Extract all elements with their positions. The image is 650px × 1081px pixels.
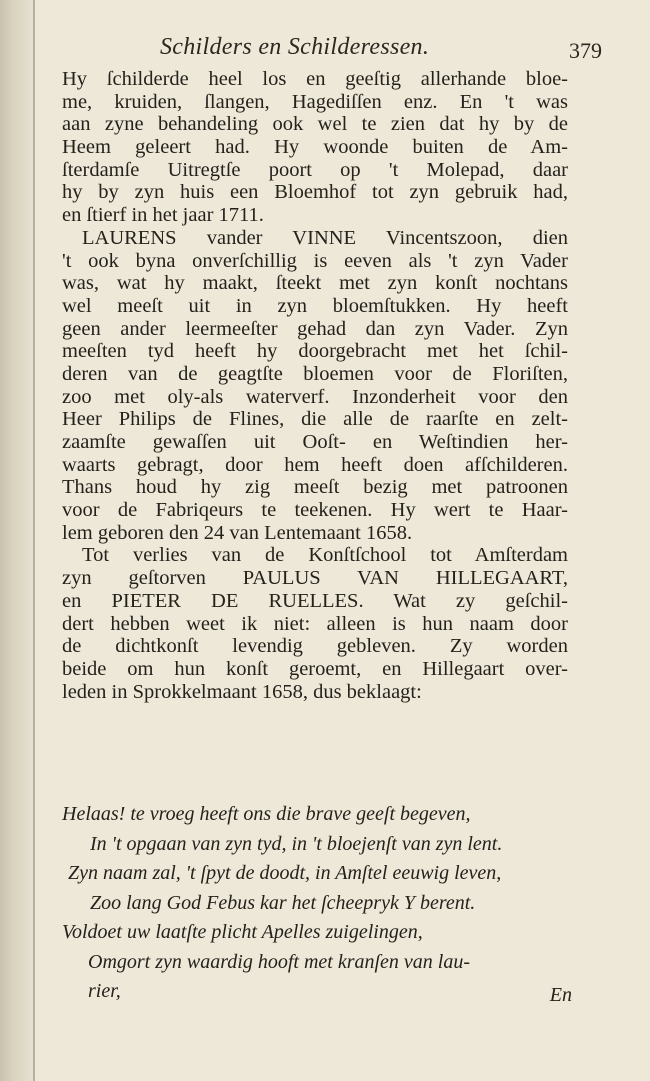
- text-line: voor de Fabriqeurs te teekenen. Hy wert te Haar-: [62, 499, 568, 522]
- text-line: hy by zyn huis een Bloemhof tot zyn gebruik had,: [62, 181, 568, 204]
- text-line: Thans houd hy zig meeſt bezig met patroonen: [62, 476, 568, 499]
- text-line: de dichtkonſt levendig gebleven. Zy worden: [62, 635, 568, 658]
- poem-verse: rier,: [88, 980, 121, 1002]
- text-line: zyn geſtorven PAULUS VAN HILLEGAART,: [62, 567, 568, 590]
- text-line: aan zyne behandeling ook wel te zien dat hy by de: [62, 113, 568, 136]
- text-line: en PIETER DE RUELLES. Wat zy geſchil-: [62, 589, 568, 612]
- poem: [62, 800, 572, 1007]
- text-line: waarts gebragt, door hem heeft doen afſchilderen.: [62, 453, 568, 476]
- poem-verse: Zyn naam zal, 't ſpyt de doodt, in Amſtel eeuwig leven,: [68, 862, 502, 884]
- poem-verse: Omgort zyn waardig hooft met kranſen van lau-: [88, 950, 471, 973]
- text-line: Tot verlies van de Konſtſchool tot Amſterdam: [82, 544, 568, 567]
- text-line: wel meeſt uit in zyn bloemſtukken. Hy heeft: [62, 294, 568, 317]
- text-line: Heer Philips de Flines, die alle de raarſte en zelt-: [62, 408, 568, 431]
- text-line: ſterdamſe Uitregtſe poort op 't Molepad, daar: [62, 158, 568, 181]
- poem-last-line: [62, 977, 572, 1007]
- text-line: meeſten tyd heeft hy doorgebracht met het ſchil-: [62, 340, 568, 363]
- text-line: me, kruiden, ſlangen, Hagediſſen enz. En 't was: [62, 90, 568, 113]
- text-line: lem geboren den 24 van Lentemaant 1658.: [62, 521, 413, 544]
- running-head: Schilders en Schilderessen.: [160, 34, 430, 60]
- text-line: en ſtierf in het jaar 1711.: [62, 204, 264, 227]
- text-line: leden in Sprokkelmaant 1658, dus beklaagt:: [62, 680, 422, 703]
- page-header: [60, 30, 600, 70]
- text-line: zoo met oly-als waterverf. Inzonderheit voor den: [62, 385, 568, 408]
- text-line: dert hebben weet ik niet: alleen is hun naam door: [62, 612, 568, 635]
- poem-verse: Helaas! te vroeg heeft ons die brave geeſt begeven,: [62, 803, 471, 825]
- text-line: geen ander leermeeſter gehad dan zyn Vader. Zyn: [62, 317, 568, 340]
- body-text: [62, 68, 568, 703]
- catchword: En: [549, 983, 572, 1006]
- text-line: LAURENS vander VINNE Vincentszoon, dien: [82, 226, 568, 249]
- text-line: beide om hun konſt geroemt, en Hillegaart over-: [62, 657, 568, 680]
- page-gutter-line: [33, 0, 35, 1081]
- text-line: 't ook byna onverſchillig is eeven als 't zyn Vader: [62, 249, 568, 272]
- poem-verse: In 't opgaan van zyn tyd, in 't bloejenſt van zyn lent.: [90, 832, 503, 855]
- page-gutter: [0, 0, 34, 1081]
- text-line: deren van de geagtſte bloemen voor de Floriſten,: [62, 362, 568, 385]
- text-line: zaamſte gewaſſen uit Ooſt- en Weſtindien her-: [62, 431, 568, 453]
- page-number: 379: [569, 38, 602, 63]
- text-line: Heem geleert had. Hy woonde buiten de Am-: [62, 136, 568, 159]
- text-line: was, wat hy maakt, ſteekt met zyn konſt nochtans: [62, 272, 568, 295]
- poem-verse: Voldoet uw laatſte plicht Apelles zuigelingen,: [62, 921, 423, 943]
- text-line: Hy ſchilderde heel los en geeſtig allerhande bloe-: [62, 68, 568, 90]
- poem-verse: Zoo lang God Febus kar het ſcheepryk Y berent.: [90, 891, 476, 914]
